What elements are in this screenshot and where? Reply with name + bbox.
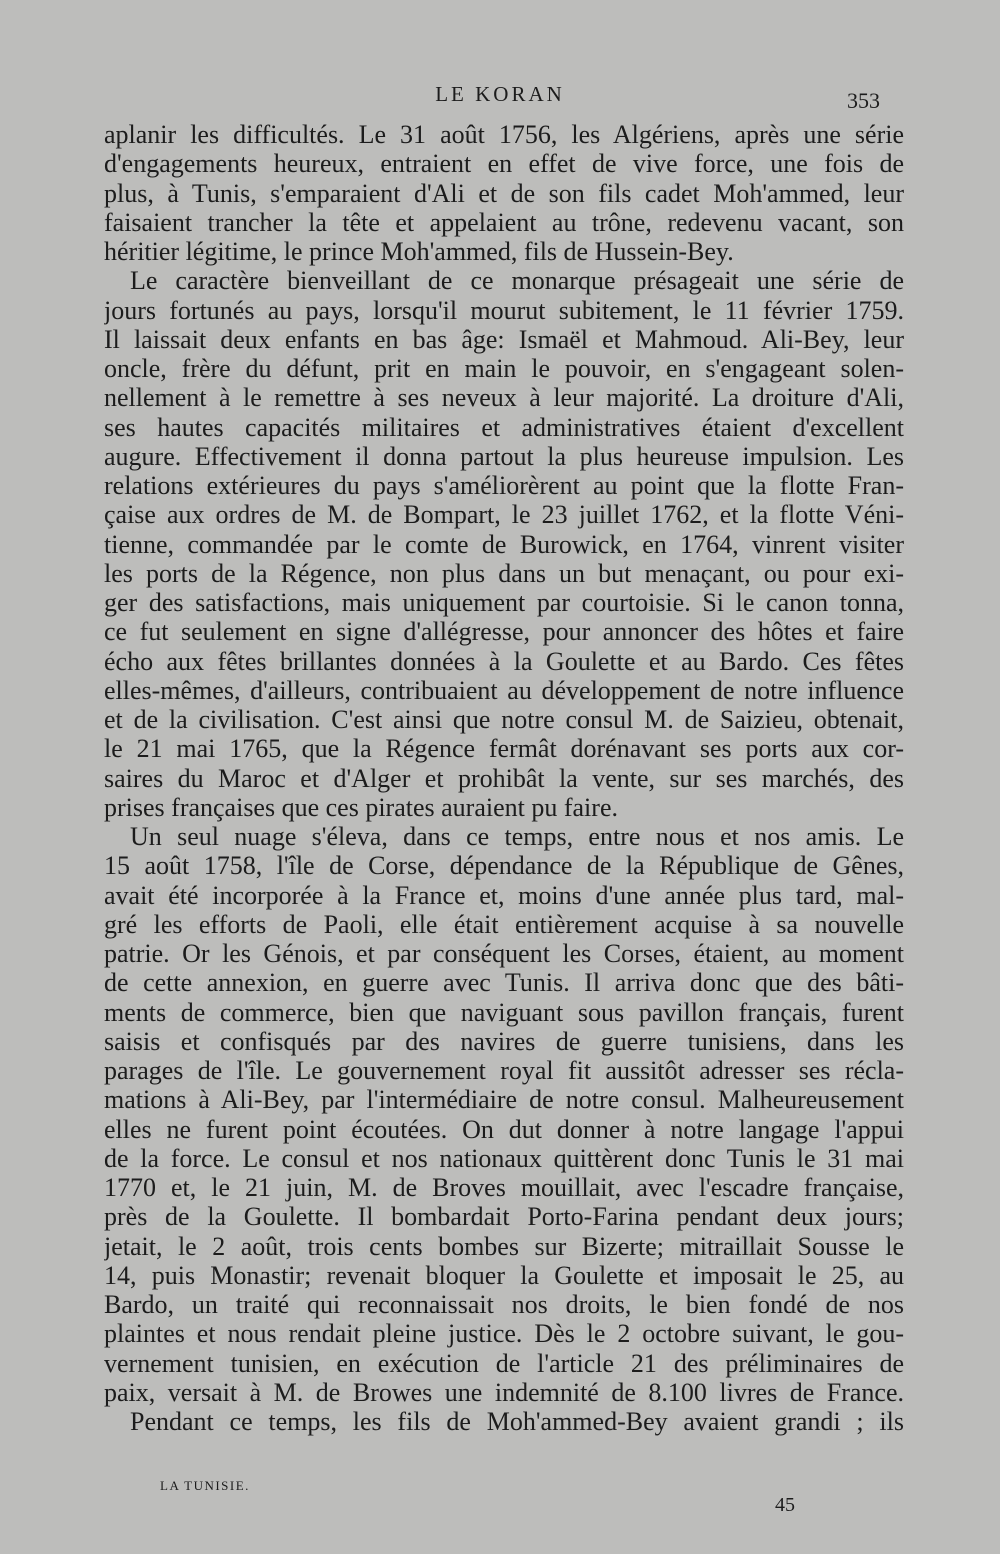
- text-line: les ports de la Régence, non plus dans un but menaçant, ou pour exi-: [104, 558, 904, 588]
- text-line: paix, versait à M. de Browes une indemnité de 8.100 livres de France.: [104, 1377, 904, 1407]
- text-line: çaise aux ordres de M. de Bompart, le 23 juillet 1762, et la flotte Véni-: [104, 500, 904, 530]
- text-line: ger des satisfactions, mais uniquement par courtoisie. Si le canon tonna,: [104, 588, 904, 617]
- text-line: parages de l'île. Le gouvernement royal fit aussitôt adresser ses récla-: [104, 1056, 904, 1085]
- text-line: d'engagements heureux, entraient en effet de vive force, une fois de: [104, 149, 904, 179]
- text-line: 14, puis Monastir; revenait bloquer la Goulette et imposait le 25, au: [104, 1260, 904, 1290]
- text-line: ses hautes capacités militaires et administratives étaient d'excellent: [104, 412, 904, 442]
- text-line: elles ne furent point écoutées. On dut donner à notre langage l'appui: [104, 1114, 904, 1144]
- text-line: patrie. Or les Génois, et par conséquent les Corses, étaient, au moment: [104, 939, 904, 968]
- text-line: tienne, commandée par le comte de Burowick, en 1764, vinrent visiter: [104, 529, 904, 559]
- text-line: Bardo, un traité qui reconnaissait nos droits, le bien fondé de nos: [104, 1290, 904, 1319]
- text-line: gré les efforts de Paoli, elle était entièrement acquise à sa nouvelle: [104, 909, 904, 939]
- text-line: 1770 et, le 21 juin, M. de Broves mouillait, avec l'escadre française,: [104, 1173, 904, 1202]
- text-line: elles-mêmes, d'ailleurs, contribuaient au développement de notre influence: [104, 675, 904, 705]
- text-line: plaintes et nous rendait pleine justice. Dès le 2 octobre suivant, le gou-: [104, 1319, 904, 1349]
- text-line: saisis et confisqués par des navires de guerre tunisiens, dans les: [104, 1026, 904, 1056]
- text-line: aplanir les difficultés. Le 31 août 1756, les Algériens, après une série: [104, 120, 904, 149]
- text-line: de cette annexion, en guerre avec Tunis. Il arriva donc que des bâti-: [104, 968, 904, 998]
- footer-book-title: LA TUNISIE.: [160, 1478, 250, 1493]
- text-line: ce fut seulement en signe d'allégresse, pour annoncer des hôtes et faire: [104, 617, 904, 647]
- running-title: LE KORAN: [435, 82, 565, 106]
- text-line: faisaient trancher la tête et appelaient au trône, redevenu vacant, son: [104, 207, 904, 237]
- text-line: écho aux fêtes brillantes données à la Goulette et au Bardo. Ces fêtes: [104, 646, 904, 676]
- text-line: Un seul nuage s'éleva, dans ce temps, entre nous et nos amis. Le: [130, 822, 904, 851]
- text-line: le 21 mai 1765, que la Régence fermât dorénavant ses ports aux cor-: [104, 734, 904, 764]
- text-line: de la force. Le consul et nos nationaux quittèrent donc Tunis le 31 mai: [104, 1143, 904, 1173]
- text-line: ments de commerce, bien que naviguant sous pavillon français, furent: [104, 997, 904, 1027]
- text-line: jetait, le 2 août, trois cents bombes sur Bizerte; mitraillait Sousse le: [104, 1231, 904, 1261]
- text-line: près de la Goulette. Il bombardait Porto-Farina pendant deux jours;: [104, 1202, 904, 1232]
- signature-mark: 45: [775, 1494, 795, 1516]
- text-line: plus, à Tunis, s'emparaient d'Ali et de son fils cadet Moh'ammed, leur: [104, 178, 904, 208]
- text-line: Il laissait deux enfants en bas âge: Ismaël et Mahmoud. Ali-Bey, leur: [104, 324, 904, 354]
- text-line: avait été incorporée à la France et, moins d'une année plus tard, mal-: [104, 880, 904, 910]
- text-line: augure. Effectivement il donna partout la plus heureuse impulsion. Les: [104, 441, 904, 471]
- text-line: Pendant ce temps, les fils de Moh'ammed-Bey avaient grandi ; ils: [130, 1407, 904, 1436]
- text-line: mations à Ali-Bey, par l'intermédiaire de notre consul. Malheureusement: [104, 1085, 904, 1115]
- text-line: saires du Maroc et d'Alger et prohibât la vente, sur ses marchés, des: [104, 763, 904, 793]
- text-line: héritier légitime, le prince Moh'ammed, fils de Hussein-Bey.: [104, 237, 734, 266]
- text-line: Le caractère bienveillant de ce monarque présageait une série de: [130, 266, 904, 296]
- text-line: vernement tunisien, en exécution de l'article 21 des préliminaires de: [104, 1348, 904, 1378]
- text-line: prises françaises que ces pirates auraient pu faire.: [104, 792, 618, 822]
- text-line: et de la civilisation. C'est ainsi que notre consul M. de Saizieu, obtenait,: [104, 705, 904, 734]
- body-text: [104, 120, 904, 1436]
- text-line: nellement à le remettre à ses neveux à leur majorité. La droiture d'Ali,: [104, 383, 904, 413]
- text-line: 15 août 1758, l'île de Corse, dépendance de la République de Gênes,: [104, 851, 904, 881]
- page-number: 353: [847, 88, 880, 113]
- text-line: oncle, frère du défunt, prit en main le pouvoir, en s'engageant solen-: [104, 354, 904, 383]
- text-line: relations extérieures du pays s'améliorèrent au point que la flotte Fran-: [104, 471, 904, 500]
- text-line: jours fortunés au pays, lorsqu'il mourut subitement, le 11 février 1759.: [104, 295, 904, 325]
